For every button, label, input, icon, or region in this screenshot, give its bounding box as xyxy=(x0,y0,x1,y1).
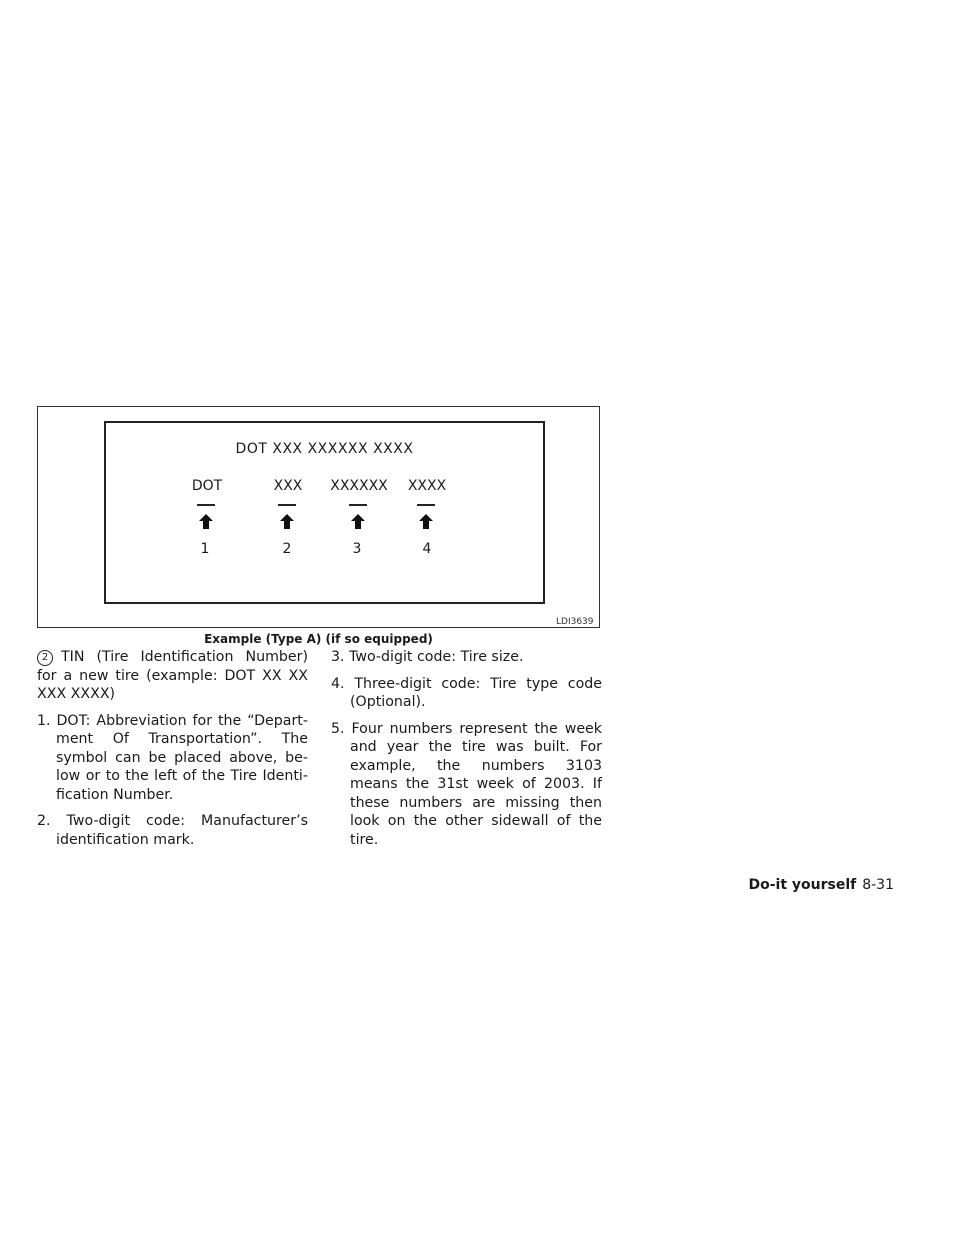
figure-code: LDI3639 xyxy=(556,617,594,627)
segment-dot: DOT xyxy=(191,478,223,494)
page-number: 8-31 xyxy=(862,877,894,893)
intro-paragraph xyxy=(37,648,308,704)
right-column xyxy=(331,648,602,857)
list-item: 5. Four numbers represent the week and year the tire was built. For example, the numbers 3103 means the 31st week of 2003. If these numbers are missing then look on the other sidewall of the tire. xyxy=(331,720,602,848)
segment-size: XXXXXX xyxy=(330,478,388,494)
list-item: 2. Two-digit code: Manufacturer’s identification mark. xyxy=(37,813,308,848)
segment-dash xyxy=(278,504,296,506)
arrow-up-icon xyxy=(419,514,433,529)
segment-dash xyxy=(349,504,367,506)
segment-number: 3 xyxy=(352,541,362,557)
callout-badge: 2 xyxy=(37,650,53,666)
segment-manufacturer: XXX xyxy=(273,478,303,494)
left-column xyxy=(37,648,308,857)
segment-number: 2 xyxy=(282,541,292,557)
intro-text: TIN (Tire Identification Number) for a new tire (example: DOT XX XX XXX XXXX) xyxy=(37,649,308,702)
arrow-up-icon xyxy=(351,514,365,529)
segment-number: 1 xyxy=(200,541,210,557)
segment-number: 4 xyxy=(422,541,432,557)
arrow-up-icon xyxy=(280,514,294,529)
section-title: Do-it yourself xyxy=(748,877,857,893)
page-footer xyxy=(748,877,894,893)
segment-dash xyxy=(417,504,435,506)
list-item: 4. Three-digit code: Tire type code (Optional). xyxy=(331,675,602,710)
list-item: 1. DOT: Abbreviation for the “Department Of Transportation”. The symbol can be placed above, below or to the left of the Tire Identification Number. xyxy=(37,712,308,803)
list-item: 3. Two-digit code: Tire size. xyxy=(331,649,524,665)
segment-date: XXXX xyxy=(407,478,447,494)
arrow-up-icon xyxy=(199,514,213,529)
figure-caption: Example (Type A) (if so equipped) xyxy=(204,632,433,646)
segment-dash xyxy=(197,504,215,506)
full-tin-code: DOT XXX XXXXXX XXXX xyxy=(235,441,414,457)
